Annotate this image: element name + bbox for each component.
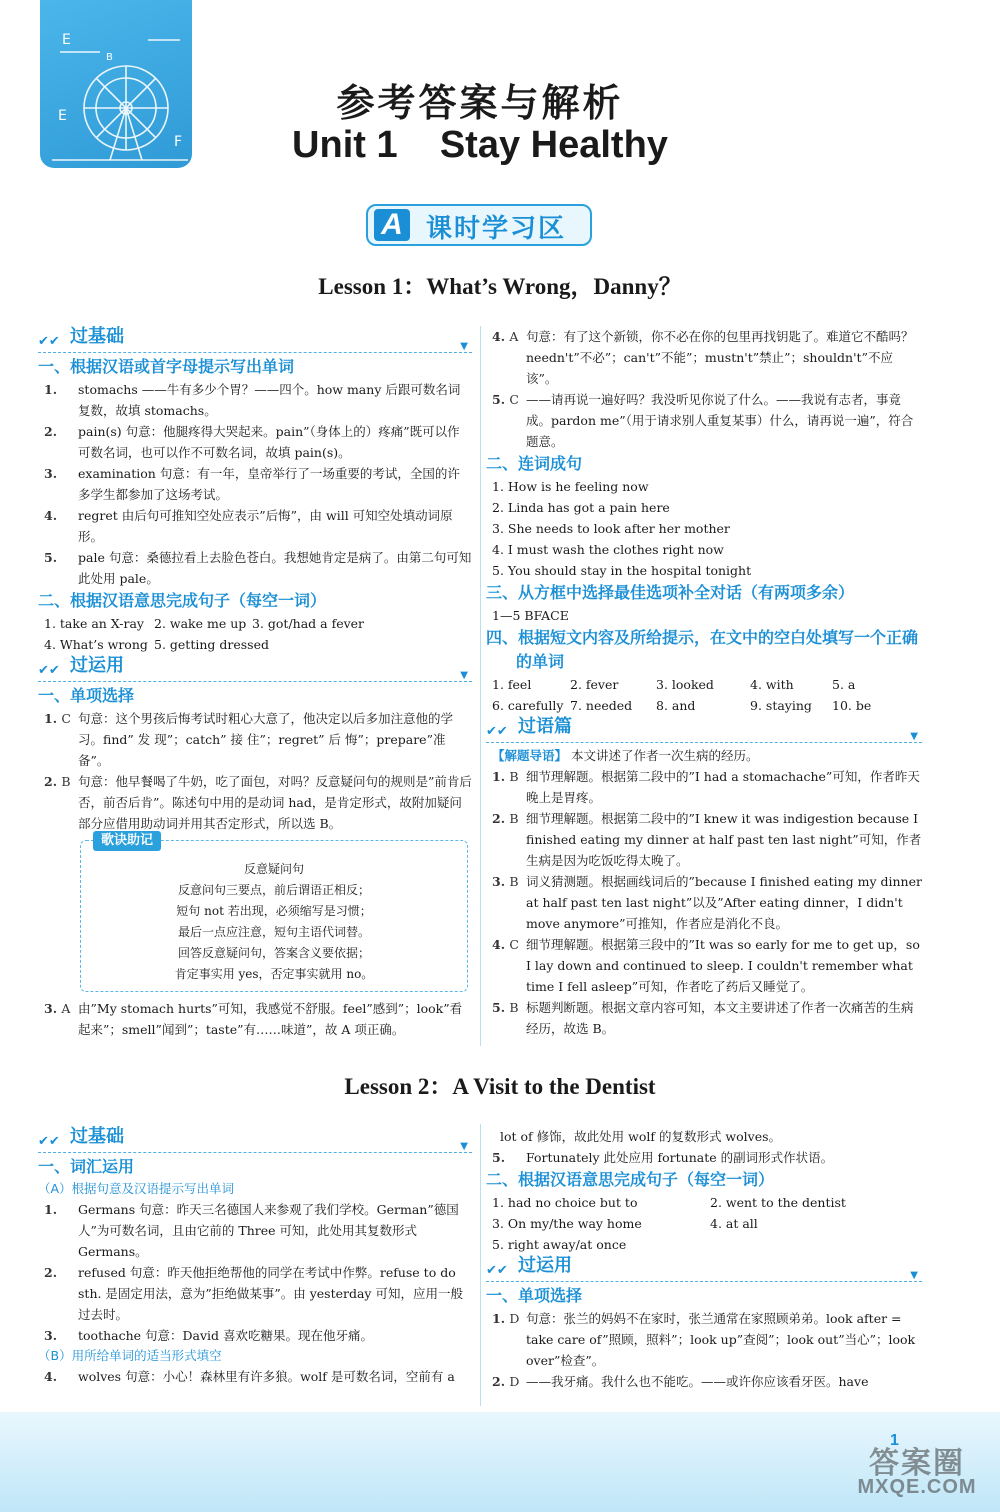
answer-cell: 3. got/had a fever (252, 616, 365, 631)
item-text: 句意：张兰的妈妈不在家时，张兰通常在家照顾弟弟。look after = take care of”照顾，照料”；look up”查阅”；look out”当心”；look over”检查”。 (526, 1311, 916, 1368)
item-number: 2. (44, 1265, 58, 1280)
arrow-down-icon: ▼ (460, 1141, 468, 1152)
answer-item (486, 766, 922, 808)
continued-text: lot of 修饰，故此处用 wolf 的复数形式 wolves。 (500, 1129, 782, 1144)
item-text: Germans 句意：昨天三名德国人来参观了我们学校。German”德国人”为可数名词，且由它前的 Three 可知，此处用其复数形式 Germans。 (78, 1202, 459, 1259)
answer-row (486, 1234, 922, 1255)
item-answer: A (509, 329, 519, 344)
item-text: regret 由后句可推知空处应表示”后悔”，由 will 可知空处填动词原形。 (78, 508, 453, 544)
answer-item (486, 934, 922, 997)
section-header-basics (38, 326, 472, 353)
part-heading: 一、单项选择 (38, 686, 135, 705)
section-header-basics (38, 1126, 472, 1153)
arrow-down-icon: ▼ (910, 731, 918, 742)
answer-cell: 1. take an X-ray (44, 616, 144, 631)
answer-item (486, 1308, 922, 1371)
item-answer: D (509, 1311, 520, 1326)
lesson-2-right-column (486, 1126, 922, 1392)
item-text: 词义猜测题。根据画线词后的”because I finished eating my dinner at half past ten last night”以及”After eating dinner，I didn't move anymore”可推知，作者应是消化不良。 (526, 874, 922, 931)
unit-title: Unit 1 Stay Healthy (292, 124, 668, 166)
item-number: 3. (44, 466, 58, 481)
mnemonic-line: 短句 not 若出现，必须缩写是习惯； (176, 904, 372, 918)
answer-line: 5. You should stay in the hospital tonight (492, 563, 752, 578)
answer-cell: 3. looked (656, 677, 714, 692)
mnemonic-line: 回答反意疑问句，答案含义要依据； (177, 946, 370, 960)
answer-row (486, 1213, 922, 1234)
lesson-2-title: Lesson 2：A Visit to the Dentist (344, 1074, 656, 1099)
lead-tag: 【解题导语】 (492, 748, 568, 763)
item-number: 2. (492, 811, 506, 826)
item-number: 5. (492, 1150, 506, 1165)
lesson-1-left-column (38, 326, 472, 1040)
item-number: 3. (492, 874, 506, 889)
answer-item (38, 708, 472, 771)
item-text: refused 句意：昨天他拒绝帮他的同学在考试中作弊。refuse to do sth. 是固定用法，意为”拒绝做某事”。由 yesterday 可知，应用一般过去时。 (78, 1265, 463, 1322)
section-header-usage (38, 655, 472, 682)
answer-item (38, 379, 472, 421)
item-number: 4. (492, 329, 506, 344)
section-badge (366, 204, 592, 246)
part-heading: 三、从方框中选择最佳选项补全对话（有两项多余） (486, 583, 855, 602)
sub-heading: （A）根据句意及汉语提示写出单词 (38, 1181, 235, 1196)
checkmark-icon: ✔✔ (38, 334, 60, 349)
item-number: 1. (44, 711, 58, 726)
item-number: 1. (492, 769, 506, 784)
part-heading: 二、根据汉语意思完成句子（每空一词） (486, 1170, 775, 1189)
section-title: 课时学习区 (426, 214, 567, 244)
item-text: ——请再说一遍好吗？我没听见你说了什么。——我说有志者，事竟成。pardon me”（用于请求别人重复某事）什么，请再说一遍”，符合题意。 (526, 392, 914, 449)
answer-item (38, 463, 472, 505)
item-number: 5. (492, 392, 506, 407)
answer-item (486, 997, 922, 1039)
item-answer: B (509, 1000, 519, 1015)
answer-item (486, 808, 922, 871)
lead-text: 本文讲述了作者一次生病的经历。 (571, 748, 759, 763)
mnemonic-line: 肯定事实用 yes，否定事实就用 no。 (174, 967, 374, 981)
mnemonic-line: 反意问句三要点，前后谓语正相反； (177, 883, 370, 897)
item-text: pale 句意：桑德拉看上去脸色苍白。我想她肯定是病了。由第二句可知此处用 pale。 (78, 550, 472, 586)
item-number: 1. (44, 1202, 58, 1217)
section-header-usage (486, 1255, 922, 1282)
answer-cell: 1. feel (492, 677, 532, 692)
section-header-label: 过基础 (70, 326, 124, 347)
item-number: 5. (492, 1000, 506, 1015)
item-text: 由”My stomach hurts”可知，我感觉不舒服。feel”感到”；look”看起来”；smell”闻到”；taste”有……味道”，故 A 项正确。 (78, 1001, 463, 1037)
checkmark-icon: ✔✔ (486, 1263, 508, 1278)
answer-line: 1—5 BFACE (492, 608, 569, 623)
answers-title: 参考答案与解析 (336, 81, 624, 125)
answer-row (38, 634, 472, 655)
item-text: pain(s) 句意：他腿疼得大哭起来。pain”（身体上的）疼痛”既可以作可数名词，也可以作不可数名词，故填 pain(s)。 (78, 424, 460, 460)
item-text: ——我牙痛。我什么也不能吃。——或许你应该看牙医。have (526, 1374, 869, 1389)
mnemonic-box (80, 833, 468, 992)
item-text: 细节理解题。根据第三段中的”It was so early for me to get up，so I lay down and continued to sleep. I couldn't remember what time I fell asleep”可知，作者吃了药后又睡觉了。 (526, 937, 920, 994)
answer-item (38, 1366, 472, 1387)
answer-item (38, 505, 472, 547)
arrow-down-icon: ▼ (910, 1270, 918, 1281)
item-number: 5. (44, 550, 58, 565)
part-heading: 二、根据汉语意思完成句子（每空一词） (38, 591, 327, 610)
answer-row (486, 695, 922, 716)
ferris-wheel-icon (40, 0, 192, 168)
item-answer: C (509, 392, 519, 407)
item-text: 细节理解题。根据第二段中的”I had a stomachache”可知，作者昨天晚上是胃疼。 (526, 769, 920, 805)
item-text: stomachs ——牛有多少个胃？——四个。how many 后跟可数名词复数，故填 stomachs。 (78, 382, 461, 418)
section-header-reading (486, 716, 922, 743)
answer-row (38, 613, 472, 634)
logo-letter-3: E (58, 108, 67, 124)
item-number: 3. (44, 1328, 58, 1343)
answer-cell: 1. had no choice but to (492, 1195, 638, 1210)
lesson-2-left-column (38, 1126, 472, 1387)
item-answer: B (509, 769, 519, 784)
item-answer: C (509, 937, 519, 952)
item-number: 2. (44, 424, 58, 439)
item-text: examination 句意：有一年，皇帝举行了一场重要的考试，全国的许多学生都参加了这场考试。 (78, 466, 460, 502)
lesson-1-right-column (486, 326, 922, 1039)
answer-item (486, 1371, 922, 1392)
answer-cell: 9. staying (750, 698, 812, 713)
part-heading: 二、连词成句 (486, 454, 583, 473)
item-text: 标题判断题。根据文章内容可知，本文主要讲述了作者一次痛苦的生病经历，故选 B。 (526, 1000, 914, 1036)
arrow-down-icon: ▼ (460, 670, 468, 681)
part-heading: 四、根据短文内容及所给提示，在文中的空白处填写一个正确的单词 (486, 628, 919, 671)
answer-cell: 4. with (750, 677, 794, 692)
part-heading: 一、单项选择 (486, 1286, 583, 1305)
answer-cell: 6. carefully (492, 698, 564, 713)
column-divider (480, 326, 481, 1046)
item-answer: B (61, 774, 71, 789)
answer-cell: 4. What’s wrong (44, 637, 148, 652)
item-number: 3. (44, 1001, 58, 1016)
answer-item (38, 998, 472, 1040)
lesson-1-title: Lesson 1：What’s Wrong，Danny？ (318, 274, 682, 299)
answer-item (38, 547, 472, 589)
answer-cell: 5. right away/at once (492, 1237, 627, 1252)
answer-cell: 7. needed (570, 698, 633, 713)
item-text: 句意：这个男孩后悔考试时粗心大意了，他决定以后多加注意他的学习。find” 发 现”；catch” 接 住”；regret” 后 悔”；prepare”准备”。 (78, 711, 454, 768)
checkmark-icon: ✔✔ (38, 1134, 60, 1149)
answer-item (486, 389, 922, 452)
section-header-label: 过语篇 (518, 716, 572, 737)
answer-item (38, 771, 472, 834)
answer-item (38, 421, 472, 463)
arrow-down-icon: ▼ (460, 341, 468, 352)
answer-cell: 8. and (656, 698, 696, 713)
item-number: 1. (44, 382, 58, 397)
item-text: 句意：他早餐喝了牛奶，吃了面包，对吗？反意疑问句的规则是”前肯后否，前否后肯”。陈述句中用的是动词 had，是肯定形式，故附加疑问部分应借用助动词并用其否定形式，所以选 B。 (78, 774, 472, 831)
section-header-label: 过运用 (70, 655, 124, 676)
checkmark-icon: ✔✔ (486, 724, 508, 739)
item-answer: A (61, 1001, 71, 1016)
mnemonic-title: 反意疑问句 (243, 862, 304, 876)
watermark (842, 1438, 992, 1499)
item-text: Fortunately 此处应用 fortunate 的副词形式作状语。 (526, 1150, 834, 1165)
answer-cell: 2. wake me up (154, 616, 247, 631)
item-answer: D (509, 1374, 520, 1389)
logo-letter-1: E (62, 32, 71, 48)
item-number: 4. (44, 508, 58, 523)
item-text: 细节理解题。根据第二段中的”I knew it was indigestion because I finished eating my dinner at half past ten last night”可知，作者生病是因为吃饭吃得太晚了。 (526, 811, 922, 868)
item-answer: B (509, 811, 519, 826)
item-text: 句意：有了这个新锁，你不必在你的包里再找钥匙了。难道它不酷吗？needn't”不必”；can't”不能”；mustn't”禁止”；shouldn't”不应该”。 (526, 329, 914, 386)
answer-cell: 2. fever (570, 677, 619, 692)
unit-logo (40, 0, 192, 168)
item-number: 4. (44, 1369, 58, 1384)
answer-cell: 2. went to the dentist (710, 1195, 846, 1210)
answer-item (38, 1325, 472, 1346)
item-number: 2. (492, 1374, 506, 1389)
answer-row (486, 674, 922, 695)
mnemonic-line: 最后一点应注意，短句主语代词替。 (177, 925, 370, 939)
section-header-label: 过运用 (518, 1255, 572, 1276)
answer-line: 2. Linda has got a pain here (492, 500, 670, 515)
answer-item (486, 871, 922, 934)
logo-letter-2: B (106, 52, 113, 63)
item-number: 1. (492, 1311, 506, 1326)
item-text: wolves 句意：小心！森林里有许多狼。wolf 是可数名词，空前有 a (78, 1369, 455, 1384)
sub-heading: （B）用所给单词的适当形式填空 (38, 1348, 222, 1363)
answer-item (486, 1147, 922, 1168)
part-heading: 一、根据汉语或首字母提示写出单词 (38, 357, 295, 376)
checkmark-icon: ✔✔ (38, 663, 60, 678)
answer-line: 1. How is he feeling now (492, 479, 649, 494)
answer-row (486, 1192, 922, 1213)
section-header-label: 过基础 (70, 1126, 124, 1147)
answer-line: 4. I must wash the clothes right now (492, 542, 724, 557)
page-number: 1 (890, 1432, 899, 1449)
item-number: 4. (492, 937, 506, 952)
logo-letter-4: F (174, 134, 183, 150)
answer-line: 3. She needs to look after her mother (492, 521, 730, 536)
item-answer: C (61, 711, 71, 726)
lead-line (486, 745, 922, 766)
answer-item (486, 326, 922, 389)
answer-cell: 3. On my/the way home (492, 1216, 642, 1231)
answer-cell: 10. be (832, 698, 872, 713)
section-letter: A (374, 209, 410, 241)
part-heading: 一、词汇运用 (38, 1157, 135, 1176)
item-text: toothache 句意：David 喜欢吃糖果。现在他牙痛。 (78, 1328, 374, 1343)
answer-item (38, 1199, 472, 1262)
watermark-url: MXQE.COM (857, 1476, 977, 1498)
answer-cell: 5. a (832, 677, 856, 692)
mnemonic-tag: 歌诀助记 (93, 831, 161, 851)
answer-cell: 4. at all (710, 1216, 758, 1231)
watermark-text: 答案圈 (869, 1446, 965, 1481)
column-divider (480, 1124, 481, 1406)
item-answer: B (509, 874, 519, 889)
item-number: 2. (44, 774, 58, 789)
answer-cell: 5. getting dressed (154, 637, 269, 652)
answer-item (38, 1262, 472, 1325)
